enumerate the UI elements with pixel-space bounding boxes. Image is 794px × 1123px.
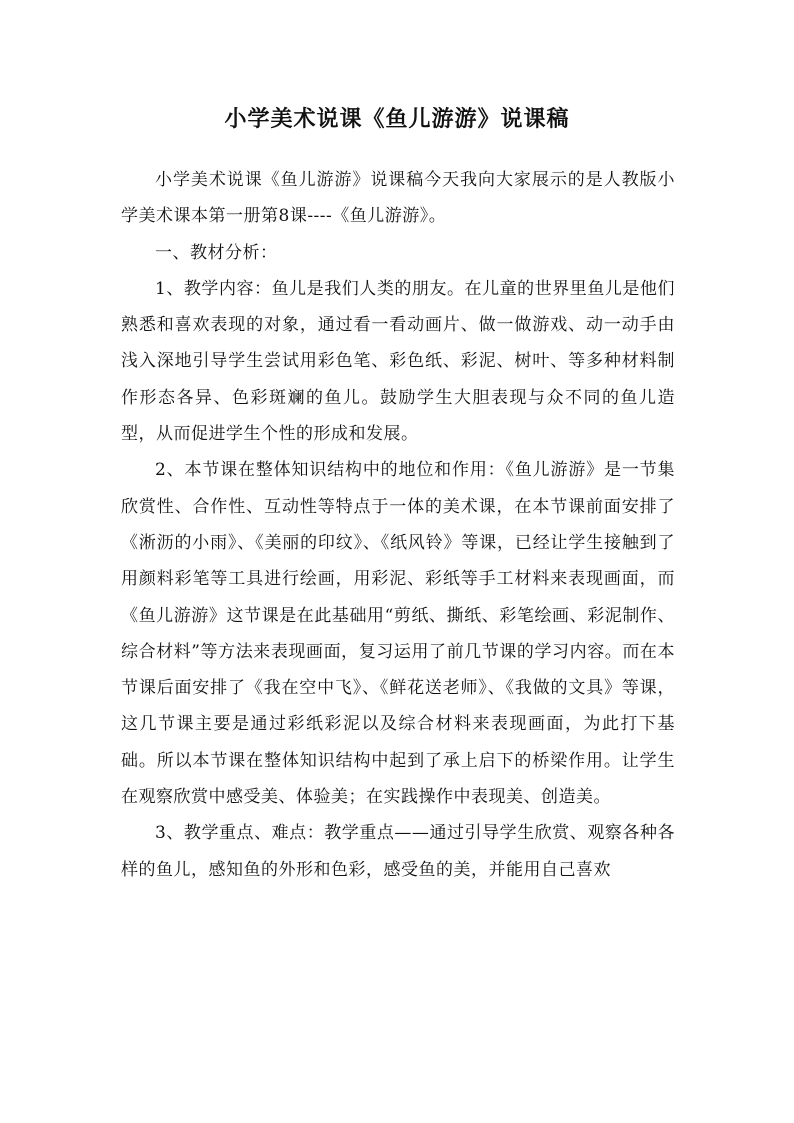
paragraph-position-and-role: 2、本节课在整体知识结构中的地位和作用：《鱼儿游游》是一节集欣赏性、合作性、互动性等特点于一体的美术课，在本节课前面安排了《淅沥的小雨》、《美丽的印纹》、《纸风铃》等课，已经让学生接触到了用颜料彩笔等工具进行绘画，用彩泥、彩纸等手工材料来表现画面，而《鱼儿游游》这节课是在此基础用“剪纸、撕纸、彩笔绘画、彩泥制作、综合材料”等方法来表现画面，复习运用了前几节课的学习内容。而在本节课后面安排了《我在空中飞》、《鲜花送老师》、《我做的文具》等课，这几节课主要是通过彩纸彩泥以及综合材料来表现画面，为此打下基础。所以本节课在整体知识结构中起到了承上启下的桥梁作用。让学生在观察欣赏中感受美、体验美；在实践操作中表现美、创造美。 [121,460,675,808]
document-body [121,162,675,888]
section-heading-textbook-analysis: 一、教材分析： [155,242,278,263]
paragraph-key-points: 3、教学重点、难点：教学重点——通过引导学生欣赏、观察各种各样的鱼儿，感知鱼的外形和色彩，感受鱼的美，并能用自己喜欢 [121,823,675,880]
document-title: 小学美术说课《鱼儿游游》说课稿 [224,106,570,132]
paragraph-teaching-content: 1、教学内容：鱼儿是我们人类的朋友。在儿童的世界里鱼儿是他们熟悉和喜欢表现的对象，通过看一看动画片、做一做游戏、动一动手由浅入深地引导学生尝试用彩色笔、彩色纸、彩泥、树叶、等多种材料制作形态各异、色彩斑斓的鱼儿。鼓励学生大胆表现与众不同的鱼儿造型，从而促进学生个性的形成和发展。 [121,278,675,445]
paragraph-intro: 小学美术说课《鱼儿游游》说课稿今天我向大家展示的是人教版小学美术课本第一册第8课----《鱼儿游游》。 [121,170,675,227]
